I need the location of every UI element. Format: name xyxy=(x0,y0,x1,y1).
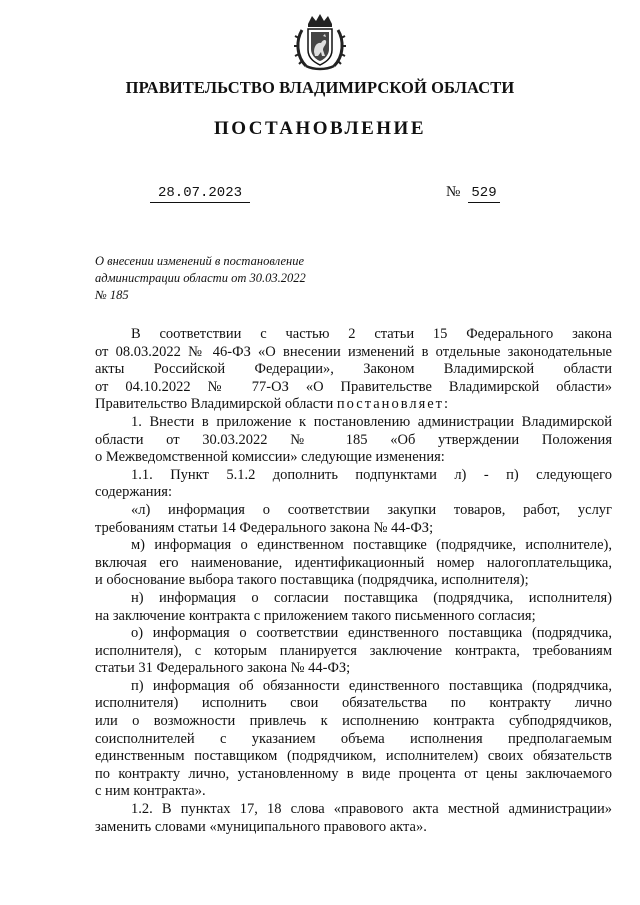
document-number: 529 xyxy=(468,185,500,203)
body-line: о Межведомственной комиссии» следующие изменения: xyxy=(95,449,445,466)
body-line: В соответствии с частью 2 статьи 15 Федерального закона xyxy=(131,326,612,342)
resolution-word: постановляет: xyxy=(336,396,451,413)
body-line: 1. Внести в приложение к постановлению администрации Владимирской xyxy=(131,413,612,430)
body-line: м) информация о единственном поставщике (подрядчике, исполнителе), xyxy=(131,537,612,554)
body-line: содержания: xyxy=(95,484,173,501)
subject-line: О внесении изменений в постановление xyxy=(95,254,305,268)
body-line: п) информация об обязанности единственного поставщика (подрядчика, xyxy=(131,677,612,694)
body-line: соисполнителей с указанием объема исполнения предполагаемым xyxy=(95,730,612,747)
body-line: на заключение контракта с приложением такого письменного согласия; xyxy=(95,607,536,624)
body-line: от 08.03.2022 № 46-ФЗ «О внесении изменений в отдельные законодательные xyxy=(95,343,612,360)
body-line: по контракту лично, установленному в виде процента от цены заключаемого xyxy=(95,765,612,782)
body-line-part: Правительство Владимирской области xyxy=(95,396,337,413)
subject-line: администрации области от 30.03.2022 xyxy=(95,271,306,285)
body-line: включая его наименование, идентификационный номер налогоплательщика, xyxy=(95,554,612,571)
document-body xyxy=(95,326,612,836)
document-title: ПОСТАНОВЛЕНИЕ xyxy=(213,118,427,139)
body-line: о) информация о соответствии единственного поставщика (подрядчика, xyxy=(131,625,612,642)
body-line: требованиям статьи 14 Федерального закона № 44-ФЗ; xyxy=(95,519,434,536)
body-line: с ним контракта». xyxy=(95,783,206,800)
body-line: н) информация о согласии поставщика (подрядчика, исполнителя) xyxy=(131,589,612,606)
body-line: 1.1. Пункт 5.1.2 дополнить подпунктами л) - п) следующего xyxy=(131,466,612,483)
number-label: № xyxy=(446,184,461,200)
body-line: области от 30.03.2022 № 185 «Об утверждении Положения xyxy=(95,431,612,448)
body-line: заменить словами «муниципального правового акта». xyxy=(95,818,427,835)
body-line: акты Российской Федерации», Законом Владимирской области xyxy=(95,361,612,378)
body-line: «л) информация о соответствии закупки товаров, работ, услуг xyxy=(131,501,612,518)
subject-line: № 185 xyxy=(95,288,129,302)
body-line: или о возможности привлечь к исполнению контракта субподрядчиков, xyxy=(95,713,612,730)
body-line: 1.2. В пунктах 17, 18 слова «правового акта местной администрации» xyxy=(131,801,612,818)
body-line: единственным поставщиком (подрядчиком, исполнителем) своих обязательств xyxy=(95,748,612,765)
government-name: ПРАВИТЕЛЬСТВО ВЛАДИМИРСКОЙ ОБЛАСТИ xyxy=(125,78,515,97)
body-line: от 04.10.2022 № 77-ОЗ «О Правительстве Владимирской области» xyxy=(95,378,612,395)
body-line: исполнителя) исполнить свои обязательства по контракту лично xyxy=(95,695,612,712)
document-date: 28.07.2023 xyxy=(150,185,250,203)
document-subject xyxy=(95,253,335,304)
body-line: и обоснование выбора такого поставщика (подрядчика, исполнителя); xyxy=(95,572,529,589)
body-line xyxy=(95,396,612,414)
coat-of-arms-icon xyxy=(292,12,348,72)
body-line: исполнителя), с которым планируется заключение контракта, требованиям xyxy=(95,642,612,659)
body-line: статьи 31 Федерального закона № 44-ФЗ; xyxy=(95,660,351,677)
